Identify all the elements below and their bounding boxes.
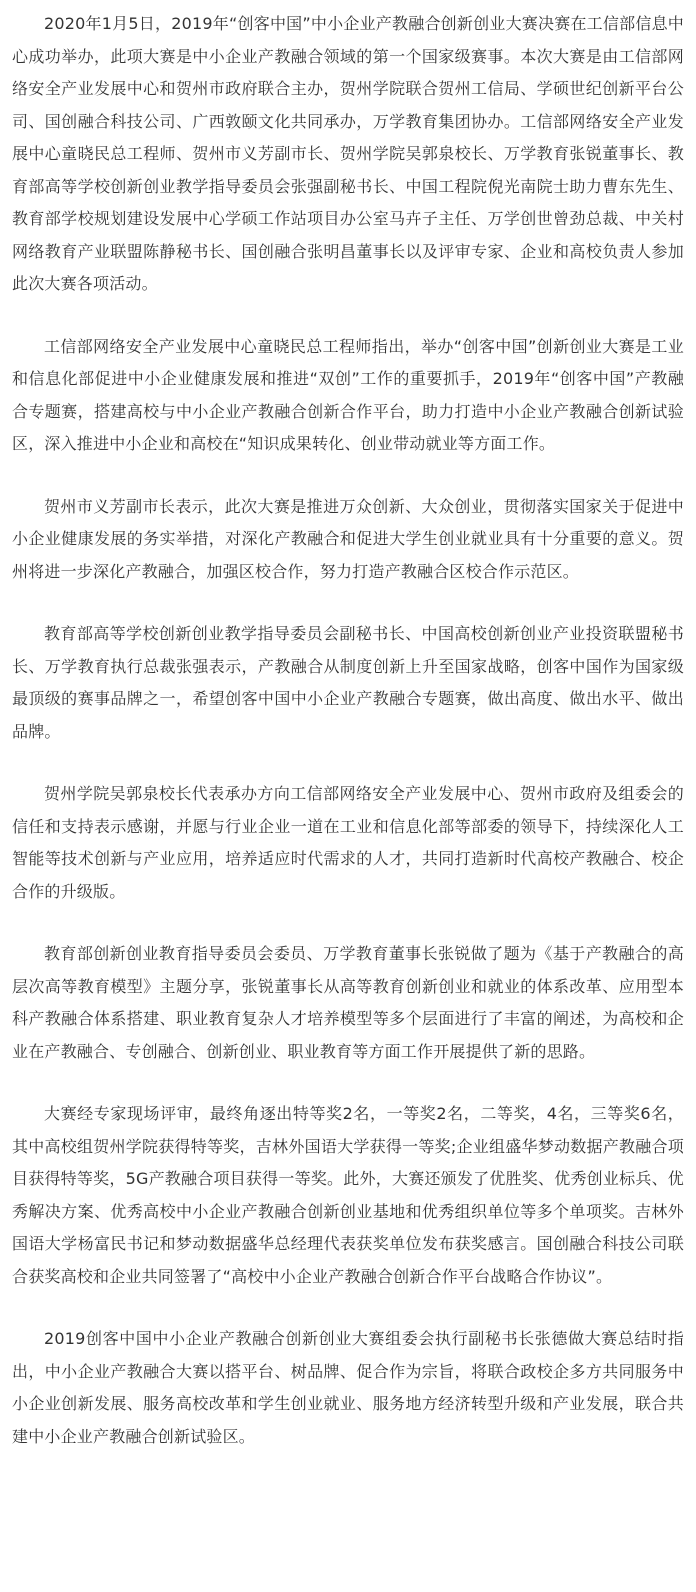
paragraph-tong-xiaomin-remarks: 工信部网络安全产业发展中心童晓民总工程师指出，举办“创客中国”创新创业大赛是工业和信息化部促进中小企业健康发展和推进“双创”工作的重要抓手，2019年“创客中国”产教融合专题赛，搭建高校与中小企业产教融合创新合作平台，助力打造中小企业产教融合创新试验区，深入推进中小企业和高校在“知识成果转化、创业带动就业等方面工作。 [12, 336, 684, 453]
paragraph-summary: 2019创客中国中小企业产教融合创新创业大赛组委会执行副秘书长张德做大赛总结时指出，中小企业产教融合大赛以搭平台、树品牌、促合作为宗旨，将联合政校企多方共同服务中小企业创新发展、服务高校改革和学生创业就业、服务地方经济转型升级和产业发展，联合共建中小企业产教融合创新试验区。 [12, 1329, 684, 1446]
paragraph-vice-mayor-remarks: 贺州市义芳副市长表示，此次大赛是推进万众创新、大众创业，贯彻落实国家关于促进中小企业健康发展的务实举措，对深化产教融合和促进大学生创业就业具有十分重要的意义。贺州将进一步深化产教融合，加强区校合作，努力打造产教融合区校合作示范区。 [12, 496, 684, 581]
paragraph-awards: 大赛经专家现场评审，最终角逐出特等奖2名，一等奖2名，二等奖，4名，三等奖6名，其中高校组贺州学院获得特等奖，吉林外国语大学获得一等奖;企业组盛华梦动数据产教融合项目获得特等奖，5G产教融合项目获得一等奖。此外，大赛还颁发了优胜奖、优秀创业标兵、优秀解决方案、优秀高校中小企业产教融合创新创业基地和优秀组织单位等多个单项奖。吉林外国语大学杨富民书记和梦动数据盛华总经理代表获奖单位发布获奖感言。国创融合科技公司联合获奖高校和企业共同签署了“高校中小企业产教融合创新合作平台战略合作协议”。 [12, 1104, 684, 1286]
paragraph-zhang-rui-talk: 教育部创新创业教育指导委员会委员、万学教育董事长张锐做了题为《基于产教融合的高层次高等教育模型》主题分享，张锐董事长从高等教育创新创业和就业的体系改革、应用型本科产教融合体系搭建、职业教育复杂人才培养模型等多个层面进行了丰富的阐述，为高校和企业在产教融合、专创融合、创新创业、职业教育等方面工作开展提供了新的思路。 [12, 944, 684, 1061]
paragraph-zhang-qiang-remarks: 教育部高等学校创新创业教学指导委员会副秘书长、中国高校创新创业产业投资联盟秘书长、万学教育执行总裁张强表示，产教融合从制度创新上升至国家战略，创客中国作为国家级最顶级的赛事品牌之一，希望创客中国中小企业产教融合专题赛，做出高度、做出水平、做出品牌。 [12, 624, 684, 741]
paragraph-president-thanks: 贺州学院吴郭泉校长代表承办方向工信部网络安全产业发展中心、贺州市政府及组委会的信任和支持表示感谢，并愿与行业企业一道在工业和信息化部等部委的领导下，持续深化人工智能等技术创新与产业应用，培养适应时代需求的人才，共同打造新时代高校产教融合、校企合作的升级版。 [12, 784, 684, 901]
paragraph-intro: 2020年1月5日，2019年“创客中国”中小企业产教融合创新创业大赛决赛在工信部信息中心成功举办，此项大赛是中小企业产教融合领域的第一个国家级赛事。本次大赛是由工信部网络安全产业发展中心和贺州市政府联合主办，贺州学院联合贺州工信局、学硕世纪创新平台公司、国创融合科技公司、广西敦颐文化共同承办，万学教育集团协办。工信部网络安全产业发展中心童晓民总工程师、贺州市义芳副市长、贺州学院吴郭泉校长、万学教育张锐董事长、教育部高等学校创新创业教学指导委员会张强副秘书长、中国工程院倪光南院士助力曹东先生、教育部学校规划建设发展中心学硕工作站项目办公室马卉子主任、万学创世曾劲总裁、中关村网络教育产业联盟陈静秘书长、国创融合张明昌董事长以及评审专家、企业和高校负责人参加此次大赛各项活动。 [12, 14, 684, 293]
